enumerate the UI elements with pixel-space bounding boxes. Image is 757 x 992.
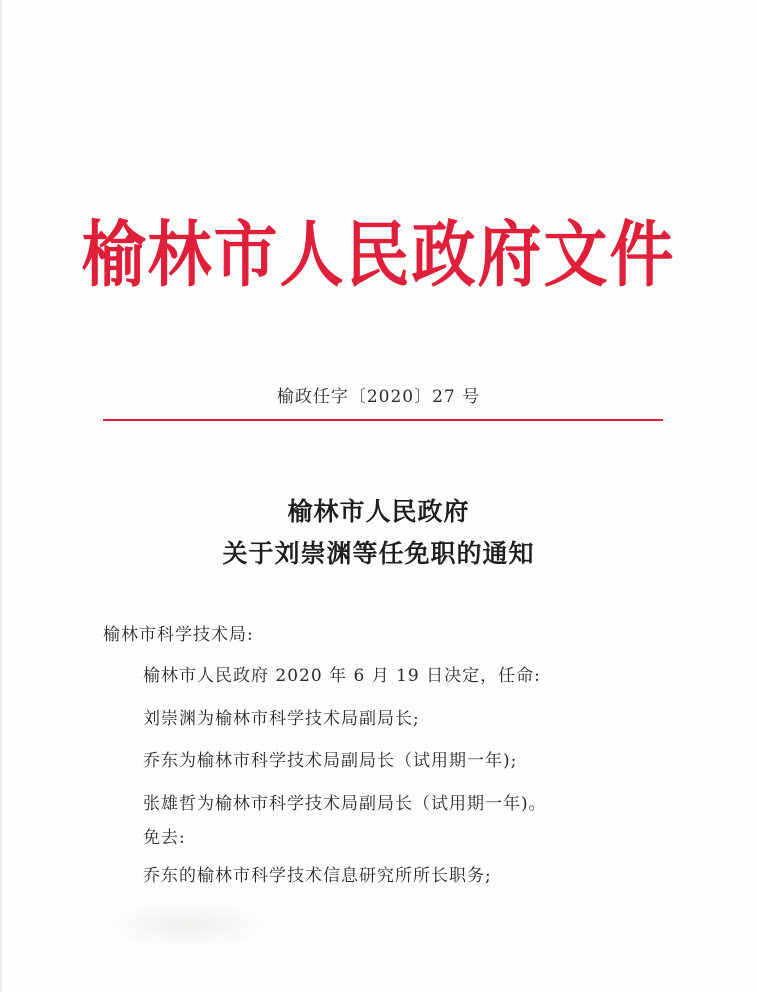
faint-scan-mark — [100, 900, 275, 950]
document-number: 榆政任字〔2020〕27 号 — [276, 387, 481, 407]
document-title-line-1: 榆林市人民政府 — [287, 497, 470, 526]
salutation: 榆林市科学技术局: — [103, 625, 254, 645]
red-divider-line — [103, 419, 663, 421]
document-masthead: 榆林市人民政府文件 — [81, 213, 676, 298]
document-title-line-2: 关于刘崇渊等任免职的通知 — [222, 539, 535, 568]
body-paragraph-removal-1: 乔东的榆林市科学技术信息研究所所长职务; — [143, 866, 492, 886]
body-paragraph-appointment-1: 刘崇渊为榆林市科学技术局副局长; — [143, 709, 420, 729]
body-paragraph-appointment-3: 张雄哲为榆林市科学技术局副局长（试用期一年)。 — [143, 794, 547, 814]
body-paragraph-removal-heading: 免去: — [143, 828, 186, 848]
body-paragraph-appointment-2: 乔东为榆林市科学技术局副局长（试用期一年); — [143, 751, 518, 771]
body-paragraph-decision: 榆林市人民政府 2020 年 6 月 19 日决定，任命: — [143, 666, 541, 686]
